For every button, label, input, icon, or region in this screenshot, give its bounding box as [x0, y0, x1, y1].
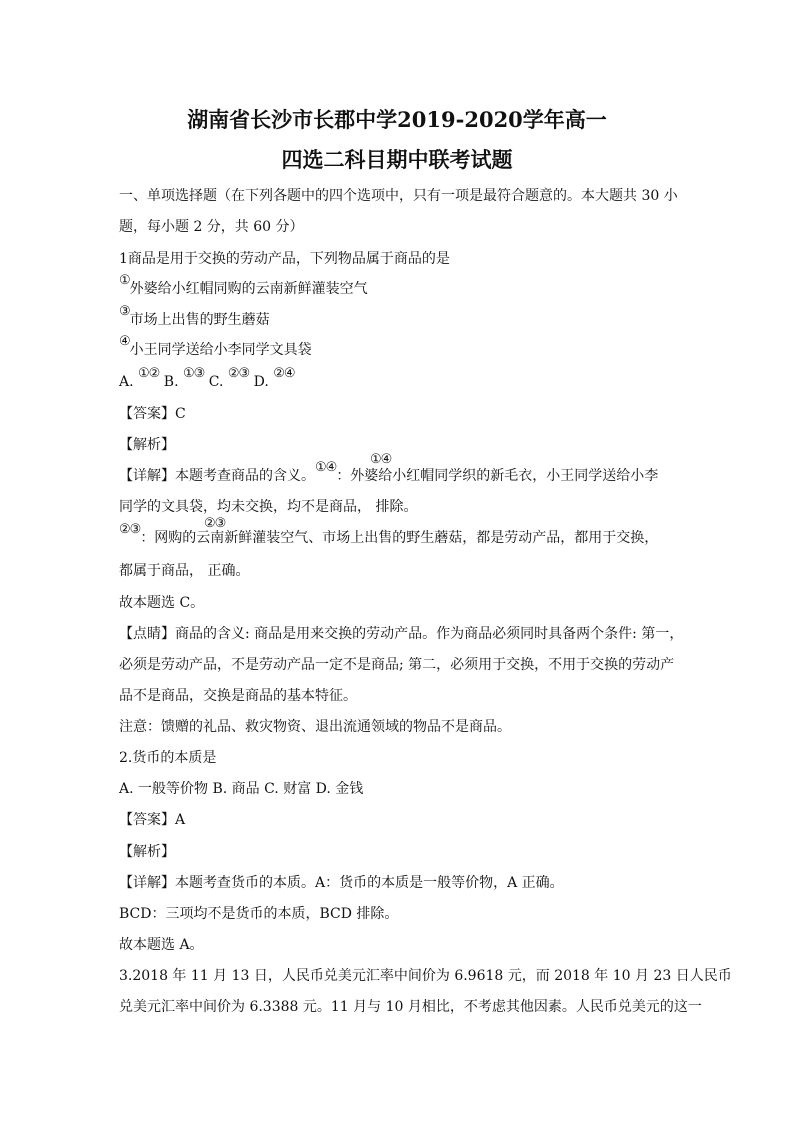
q1-choices	[119, 366, 295, 393]
q1-choice-b-value: ①③	[182, 366, 205, 381]
q2-answer: 【答案】A	[119, 812, 186, 828]
q2-detail-line2: BCD：三项均不是货币的本质，BCD 排除。	[119, 906, 399, 922]
q2-analysis-heading: 【解析】	[119, 844, 175, 860]
q1-answer: 【答案】C	[119, 406, 186, 422]
q1-detail-line4: 都属于商品， 正确。	[119, 563, 250, 579]
section-heading-line1: 一、单项选择题（在下列各题中的四个选项中，只有一项是最符合题意的。本大题共 30 小	[119, 188, 678, 204]
q1-choice-d-value: ②④	[273, 366, 295, 381]
q2-conclusion: 故本题选 A。	[119, 937, 204, 953]
q1-choice-a-label: A.	[119, 374, 134, 390]
q1-option-1-number: ①	[119, 273, 130, 288]
q1-choice-b-label: B.	[163, 374, 179, 390]
section-heading-line2: 题，每小题 2 分，共 60 分）	[119, 219, 304, 235]
q1-choice-c-value: ②③	[227, 366, 250, 381]
q3-stem-line2: 兑美元汇率中间价为 6.3388 元。11 月与 10 月相比，不考虑其他因素。人民币兑美元的这一	[119, 999, 702, 1015]
q1-option-4-number: ④	[119, 334, 130, 349]
q1-detail-line3-text: ：网购的云南新鲜灌装空气、市场上出售的野生蘑菇，都是劳动产品，都用于交换，	[140, 530, 659, 546]
q1-detail-tag: 【详解】	[119, 468, 175, 484]
q1-detail-intro: 本题考查商品的含义。	[175, 468, 315, 484]
q1-option-3-text: 市场上出售的野生蘑菇	[129, 312, 270, 328]
q1-point-line1-text: 商品的含义: 商品是用来交换的劳动产品。作为商品必须同时具备两个条件: 第一，	[175, 626, 684, 642]
q1-stem: 1商品是用于交换的劳动产品，下列物品属于商品的是	[119, 251, 450, 267]
q1-choice-a-value: ①②	[138, 366, 160, 381]
q3-stem-line1: 3.2018 年 11 月 13 日，人民币兑美元汇率中间价为 6.9618 元，而 2018 年 10 月 23 日人民币	[119, 968, 732, 984]
q1-conclusion: 故本题选 C。	[119, 595, 205, 611]
q1-point-line3: 品不是商品，交换是商品的基本特征。	[119, 688, 357, 704]
q2-detail-line1	[119, 873, 564, 893]
q1-detail-symbol: ①④	[315, 460, 337, 475]
q1-option-1	[119, 273, 368, 300]
q1-choice-d-label: D.	[253, 374, 269, 390]
q1-point-line1	[119, 624, 683, 644]
q1-option-3-number: ③	[119, 304, 130, 319]
q1-detail-line2: 同学的文具袋，均未交换，均不是商品， 排除。	[119, 499, 418, 515]
q2-stem: 2.货币的本质是	[119, 750, 217, 766]
doc-title-line2: 四选二科目期中联考试题	[281, 147, 513, 172]
q1-point-note: 注意：馈赠的礼品、救灾物资、退出流通领域的物品不是商品。	[119, 719, 511, 735]
q2-detail-line1-text: 本题考查货币的本质。A：货币的本质是一般等价物，A 正确。	[175, 875, 564, 891]
q2-detail-tag: 【详解】	[119, 875, 175, 891]
q1-option-3	[119, 304, 270, 331]
q1-option-4-text: 小王同学送给小李同学文具袋	[129, 342, 312, 358]
q1-point-tag: 【点睛】	[119, 626, 175, 642]
q1-option-1-text: 外婆给小红帽同购的云南新鲜灌装空气	[129, 281, 368, 297]
q1-detail-line1-rest: ：外婆给小红帽同学织的新毛衣，小王同学送给小李	[336, 468, 659, 484]
q1-point-line2: 必须是劳动产品，不是劳动产品一定不是商品; 第二，必须用于交换，不用于交换的劳动产	[119, 657, 675, 673]
q1-detail-symbol-2: ②③	[119, 522, 141, 537]
doc-title-line1: 湖南省长沙市长郡中学2019-2020学年高一	[187, 107, 607, 132]
q1-detail-line3	[119, 522, 659, 549]
q2-choices: A. 一般等价物 B. 商品 C. 财富 D. 金钱	[119, 781, 364, 797]
q1-detail-symbol-overlay: ①④	[370, 452, 392, 467]
q1-detail-symbol-2-overlay: ②③	[204, 516, 226, 531]
q1-choice-c-label: C.	[208, 374, 224, 390]
q1-option-4	[119, 334, 312, 361]
q1-analysis-heading: 【解析】	[119, 437, 175, 453]
